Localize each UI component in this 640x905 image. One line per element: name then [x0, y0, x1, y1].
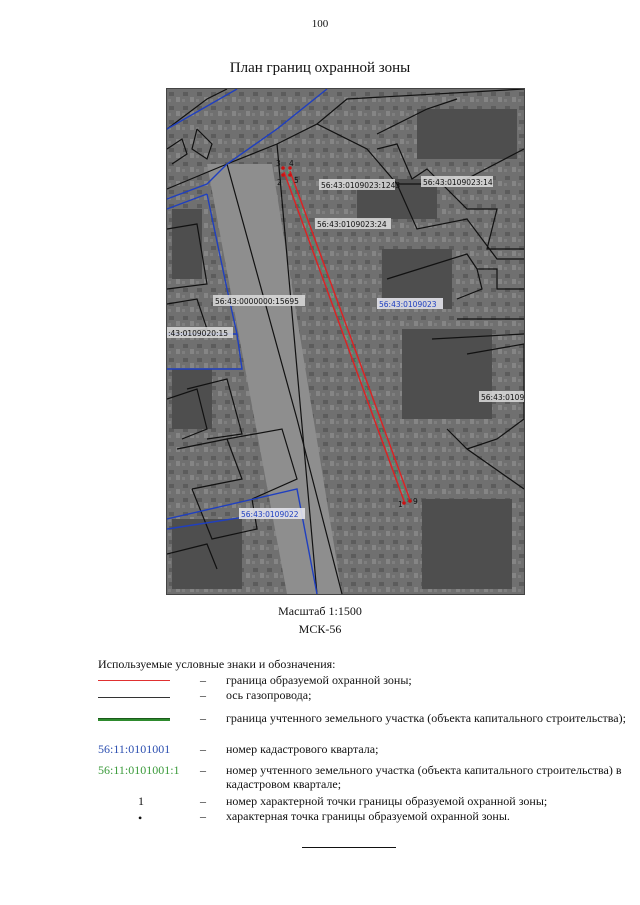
legend-dash: –	[200, 763, 206, 777]
quarter-label-0109023: 56:43:0109023	[379, 300, 437, 309]
legend-dash: –	[200, 711, 206, 725]
point-number-2: 2	[277, 178, 282, 187]
map-scale: Масштаб 1:1500	[278, 604, 362, 618]
point-number-sample: 1	[138, 794, 144, 808]
legend-text: граница учтенного земельного участка (объекта капитального строительства);	[226, 711, 626, 725]
footer-separator	[302, 847, 396, 848]
legend-dash: –	[200, 794, 206, 808]
document-title: План границ охранной зоны	[229, 60, 411, 76]
legend-text: граница образуемой охранной зоны;	[226, 673, 412, 687]
parcel-number-sample: 56:11:0101001:1	[98, 763, 180, 777]
coordinate-system: МСК-56	[298, 622, 342, 636]
point-number-9: 9	[413, 497, 418, 506]
point-number-5: 5	[294, 176, 299, 185]
quarter-label-0109022: 56:43:0109022	[241, 510, 299, 519]
legend-text: номер характерной точки границы образуемой охранной зоны;	[226, 794, 548, 808]
legend-dash: –	[200, 809, 206, 823]
legend-text: номер кадастрового квартала;	[226, 742, 379, 756]
legend-dash: –	[200, 688, 206, 702]
point-symbol: •	[138, 811, 143, 825]
parcel-label-0109-edge: 56:43:0109	[481, 393, 524, 402]
quarter-number-sample: 56:11:0101001	[98, 742, 171, 756]
red-line-symbol	[98, 680, 170, 681]
legend-text: ось газопровода;	[226, 688, 312, 702]
parcel-label-14: 56:43:0109023:14	[423, 178, 493, 187]
parcel-label-15695: 56:43:0000000:15695	[215, 297, 299, 306]
parcel-label-0109020-15: :43:0109020:15	[168, 329, 229, 338]
legend-dash: –	[200, 742, 206, 756]
point-number-4: 4	[289, 159, 294, 168]
legend-text: характерная точка границы образуемой охранной зоны.	[226, 809, 510, 823]
legend-text: номер учтенного земельного участка (объекта капитального строительства) в кадастровом квартале;	[226, 763, 622, 791]
aerial-map	[166, 88, 525, 595]
point-number-1: 1	[398, 500, 403, 509]
page-number: 100	[311, 18, 329, 30]
green-line-symbol	[98, 718, 170, 721]
axis-line-symbol	[98, 697, 170, 698]
parcel-label-1243: 56:43:0109023:1243	[321, 181, 401, 190]
point-number-3: 3	[276, 159, 281, 168]
legend-heading: Используемые условные знаки и обозначения:	[98, 657, 336, 671]
map-drawing	[167, 89, 524, 594]
parcel-label-24: 56:43:0109023:24	[317, 220, 387, 229]
legend-dash: –	[200, 673, 206, 687]
